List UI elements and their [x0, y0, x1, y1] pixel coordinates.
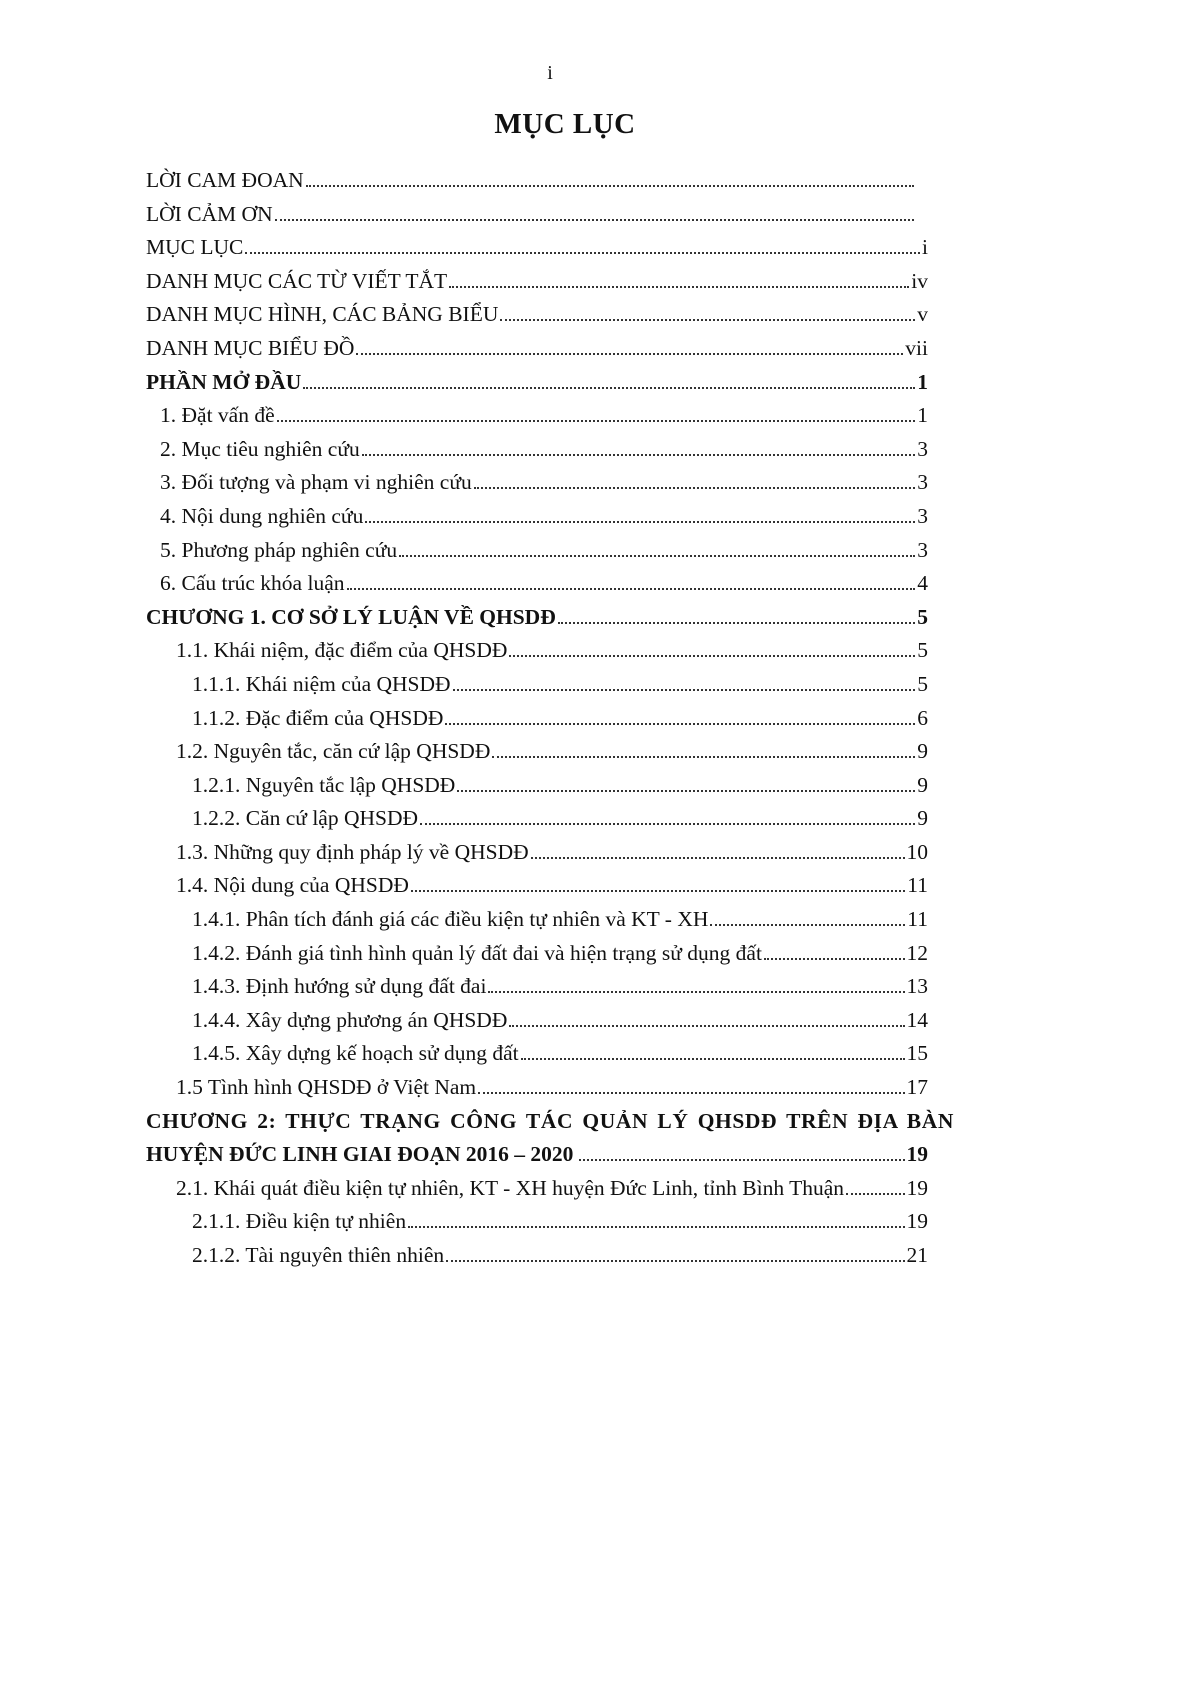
toc-label: PHẦN MỞ ĐẦU — [146, 369, 302, 394]
toc-label: 6. Cấu trúc khóa luận — [160, 571, 345, 596]
dot-leader — [492, 756, 915, 758]
toc-label: LỜI CAM ĐOAN — [146, 168, 304, 192]
dot-leader — [509, 1025, 904, 1027]
toc-entry[interactable] — [0, 907, 928, 941]
toc-label: DANH MỤC HÌNH, CÁC BẢNG BIỂU — [146, 302, 499, 327]
toc-label: 1.1. Khái niệm, đặc điểm của QHSDĐ — [176, 638, 508, 663]
toc-label: 1.2.2. Căn cứ lập QHSDĐ — [192, 806, 419, 831]
toc-label: 1.1.2. Đặc điểm của QHSDĐ — [192, 705, 444, 730]
dot-leader — [474, 487, 916, 489]
dot-leader — [365, 521, 915, 523]
toc-entry[interactable] — [0, 538, 928, 572]
toc-page-ref: 14 — [906, 1007, 928, 1032]
toc-entry[interactable] — [0, 605, 928, 639]
toc-page-ref: 19 — [906, 1175, 928, 1200]
dot-leader — [411, 890, 905, 892]
toc-page-ref: 11 — [907, 873, 928, 898]
toc-page-ref: v — [917, 302, 928, 327]
dot-leader — [446, 1260, 904, 1262]
dot-leader — [347, 588, 916, 590]
toc-page-ref: iv — [911, 268, 928, 293]
toc-entry[interactable] — [0, 1243, 928, 1277]
page-number: i — [547, 62, 553, 84]
dot-leader — [509, 655, 915, 657]
dot-leader — [277, 420, 916, 422]
toc-entry[interactable] — [0, 370, 928, 404]
toc-label: 1.4.2. Đánh giá tình hình quản lý đất đai và hiện trạng sử dụng đất — [192, 940, 762, 965]
toc-page-ref: 13 — [906, 974, 928, 999]
toc-entry[interactable] — [0, 739, 928, 773]
toc-page-ref: 3 — [917, 537, 928, 562]
dot-leader — [710, 924, 905, 926]
toc-label: 1.4.1. Phân tích đánh giá các điều kiện tự nhiên và KT - XH — [192, 907, 709, 932]
toc-page-ref: 6 — [917, 705, 928, 730]
toc-page-ref: 15 — [906, 1041, 928, 1066]
toc-entry[interactable] — [0, 1209, 928, 1243]
toc-entry[interactable] — [0, 638, 928, 672]
toc-page-ref: 10 — [906, 839, 928, 864]
toc-label: 5. Phương pháp nghiên cứu — [160, 537, 398, 562]
table-of-contents — [0, 168, 1192, 1277]
dot-leader — [558, 622, 916, 624]
toc-page-ref: 5 — [917, 604, 928, 629]
toc-page-ref: 9 — [917, 806, 928, 831]
dot-leader — [362, 454, 916, 456]
toc-entry[interactable] — [0, 1041, 928, 1075]
page-title: MỤC LỤC — [494, 108, 636, 140]
toc-entry[interactable] — [0, 1075, 928, 1109]
toc-label: 4. Nội dung nghiên cứu — [160, 503, 364, 528]
dot-leader — [531, 857, 905, 859]
toc-entry[interactable] — [0, 470, 928, 504]
toc-label: CHƯƠNG 2: THỰC TRẠNG CÔNG TÁC QUẢN LÝ QHSDĐ TRÊN ĐỊA BÀN — [146, 1108, 954, 1133]
toc-label: 1.4.5. Xây dựng kế hoạch sử dụng đất — [192, 1041, 519, 1066]
toc-label: LỜI CẢM ƠN — [146, 201, 273, 226]
toc-label: HUYỆN ĐỨC LINH GIAI ĐOẠN 2016 – 2020 — [146, 1142, 574, 1167]
toc-entry[interactable] — [0, 168, 916, 202]
dot-leader — [521, 1058, 905, 1060]
toc-page-ref: 19 — [906, 1209, 928, 1234]
toc-entry[interactable] — [0, 403, 928, 437]
toc-label: 2.1. Khái quát điều kiện tự nhiên, KT - XH huyện Đức Linh, tỉnh Bình Thuận — [176, 1175, 845, 1200]
toc-page-ref: vii — [905, 335, 928, 360]
toc-entry[interactable] — [0, 1008, 928, 1042]
toc-label: 2.1.2. Tài nguyên thiên nhiên — [192, 1243, 445, 1267]
toc-page-ref: 3 — [917, 470, 928, 495]
toc-entry[interactable] — [0, 974, 928, 1008]
toc-page-ref: 3 — [917, 436, 928, 461]
toc-label: 1.1.1. Khái niệm của QHSDĐ — [192, 671, 451, 696]
toc-entry[interactable] — [0, 202, 916, 236]
toc-entry[interactable] — [0, 706, 928, 740]
toc-page-ref: 17 — [906, 1075, 928, 1100]
toc-page-ref: 5 — [917, 671, 928, 696]
toc-page-ref: 12 — [906, 940, 928, 965]
toc-label: 2. Mục tiêu nghiên cứu — [160, 436, 360, 461]
toc-page-ref: 19 — [906, 1142, 928, 1167]
dot-leader — [303, 387, 915, 389]
dot-leader — [478, 1092, 904, 1094]
toc-entry[interactable] — [0, 336, 928, 370]
dot-leader — [457, 790, 915, 792]
toc-entry-chapter-2[interactable] — [0, 1109, 954, 1176]
toc-page-ref: 5 — [917, 638, 928, 663]
dot-leader — [306, 185, 914, 187]
toc-label: 1.4.4. Xây dựng phương án QHSDĐ — [192, 1007, 508, 1032]
toc-page-ref: 9 — [917, 772, 928, 797]
toc-entry[interactable] — [0, 941, 928, 975]
toc-entry[interactable] — [0, 840, 928, 874]
toc-entry[interactable] — [0, 437, 928, 471]
toc-page-ref: 1 — [917, 369, 928, 394]
toc-page-ref: 3 — [917, 503, 928, 528]
toc-page-ref: 11 — [907, 907, 928, 932]
toc-label: 2.1.1. Điều kiện tự nhiên — [192, 1209, 407, 1234]
toc-label: 1.2.1. Nguyên tắc lập QHSDĐ — [192, 772, 456, 797]
dot-leader — [846, 1193, 904, 1195]
toc-entry[interactable] — [0, 806, 928, 840]
dot-leader — [579, 1159, 904, 1161]
toc-page-ref: 9 — [917, 739, 928, 764]
dot-leader — [420, 823, 915, 825]
toc-entry-chapter-2-line2 — [146, 1142, 928, 1176]
toc-label: 3. Đối tượng và phạm vi nghiên cứu — [160, 470, 472, 495]
toc-entry-chapter-2-line1 — [146, 1109, 954, 1143]
dot-leader — [245, 252, 920, 254]
toc-label: 1.3. Những quy định pháp lý về QHSDĐ — [176, 839, 529, 864]
toc-page-ref: 4 — [917, 571, 928, 596]
dot-leader — [488, 991, 904, 993]
toc-label: DANH MỤC CÁC TỪ VIẾT TẮT — [146, 268, 448, 293]
dot-leader — [275, 219, 914, 221]
toc-label: MỤC LỤC — [146, 235, 244, 260]
toc-label: 1.5 Tình hình QHSDĐ ở Việt Nam — [176, 1075, 477, 1100]
toc-section-main — [0, 168, 1192, 1109]
dot-leader — [453, 689, 916, 691]
dot-leader — [399, 555, 915, 557]
dot-leader — [445, 723, 915, 725]
toc-label: 1.4.3. Định hướng sử dụng đất đai — [192, 974, 487, 999]
toc-page-ref: i — [922, 235, 928, 260]
dot-leader — [449, 286, 909, 288]
toc-entry[interactable] — [0, 504, 928, 538]
dot-leader — [500, 319, 915, 321]
toc-entry[interactable] — [0, 873, 928, 907]
toc-label: 1. Đặt vấn đề — [160, 403, 275, 428]
toc-entry[interactable] — [0, 302, 928, 336]
toc-entry[interactable] — [0, 571, 928, 605]
dot-leader — [408, 1226, 904, 1228]
toc-page-ref: 1 — [917, 403, 928, 428]
toc-label: DANH MỤC BIỂU ĐỒ — [146, 335, 355, 360]
toc-page-ref: 21 — [906, 1243, 928, 1267]
toc-entry[interactable] — [0, 235, 928, 269]
toc-entry[interactable] — [0, 672, 928, 706]
toc-entry[interactable] — [0, 773, 928, 807]
toc-entry[interactable] — [0, 1176, 928, 1210]
dot-leader — [356, 353, 903, 355]
toc-label: 1.4. Nội dung của QHSDĐ — [176, 873, 409, 898]
toc-label: 1.2. Nguyên tắc, căn cứ lập QHSDĐ — [176, 739, 491, 764]
toc-entry[interactable] — [0, 269, 928, 303]
toc-section-after — [0, 1176, 1192, 1277]
toc-label: CHƯƠNG 1. CƠ SỞ LÝ LUẬN VỀ QHSDĐ — [146, 604, 556, 629]
dot-leader — [764, 958, 905, 960]
